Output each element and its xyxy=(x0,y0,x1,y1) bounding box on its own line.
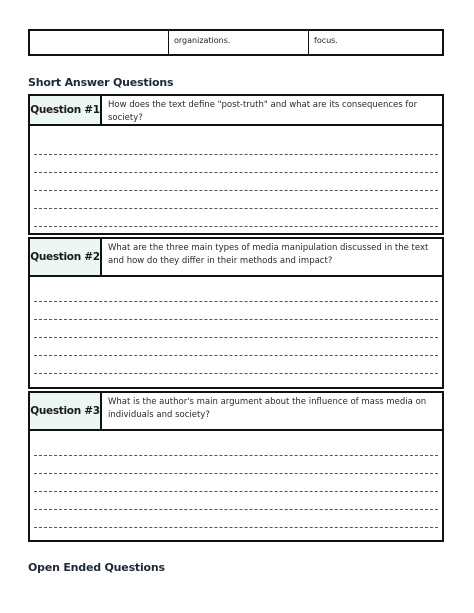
short-answer-heading: Short Answer Questions xyxy=(28,76,174,89)
answer-line xyxy=(34,509,438,510)
question-block-1 xyxy=(28,94,444,235)
answer-line xyxy=(34,473,438,474)
answer-line xyxy=(34,355,438,356)
answer-area[interactable] xyxy=(30,126,442,235)
answer-area[interactable] xyxy=(30,431,442,542)
question-block-3 xyxy=(28,391,444,542)
answer-line xyxy=(34,491,438,492)
answer-line xyxy=(34,208,438,209)
question-header xyxy=(30,96,442,126)
answer-line xyxy=(34,154,438,155)
question-text: What are the three main types of media manipulation discussed in the text and how do they differ in their methods and impact? xyxy=(108,243,429,266)
answer-line xyxy=(34,319,438,320)
question-header xyxy=(30,393,442,431)
answer-area[interactable] xyxy=(30,277,442,389)
answer-line xyxy=(34,301,438,302)
open-ended-heading: Open Ended Questions xyxy=(28,561,165,574)
answer-line xyxy=(34,337,438,338)
table-cell: focus. xyxy=(314,36,338,45)
table-cell xyxy=(30,31,169,54)
answer-line xyxy=(34,172,438,173)
question-label: Question #1 xyxy=(30,96,102,124)
question-block-2 xyxy=(28,237,444,389)
previous-table-row xyxy=(28,29,444,56)
table-cell: organizations. xyxy=(169,31,309,54)
answer-line xyxy=(34,455,438,456)
question-text: How does the text define "post-truth" and what are its consequences for society? xyxy=(108,100,418,123)
question-label: Question #2 xyxy=(30,239,102,275)
question-text: What is the author's main argument about the influence of mass media on individuals and society? xyxy=(108,397,427,420)
answer-line xyxy=(34,190,438,191)
question-header xyxy=(30,239,442,277)
answer-line xyxy=(34,373,438,374)
answer-line xyxy=(34,527,438,528)
answer-line xyxy=(34,226,438,227)
question-label: Question #3 xyxy=(30,393,102,429)
